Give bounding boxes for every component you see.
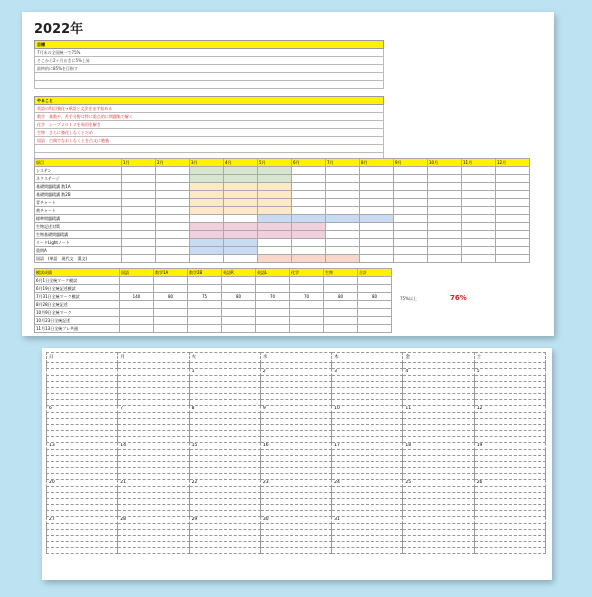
schedule-item-label[interactable]: 重問A: [35, 247, 122, 255]
score-cell[interactable]: [154, 285, 188, 293]
schedule-row: [35, 175, 530, 183]
todo-line[interactable]: 生物 さらに強化しなくとだめ: [34, 129, 384, 137]
schedule-row: [35, 199, 530, 207]
calendar-day[interactable]: 22: [189, 480, 260, 487]
calendar-day[interactable]: [474, 517, 545, 524]
calendar-week-row: [47, 443, 546, 450]
score-cell[interactable]: [188, 317, 222, 325]
score-cell[interactable]: [256, 277, 290, 285]
score-cell[interactable]: [188, 325, 222, 333]
schedule-row: [35, 191, 530, 199]
scores-header-label: 模試成績: [35, 269, 120, 277]
score-row: [35, 309, 392, 317]
weekday-label: 月: [118, 353, 189, 363]
score-cell[interactable]: [222, 301, 256, 309]
goal-line[interactable]: [34, 73, 384, 81]
calendar-day[interactable]: 25: [403, 480, 474, 487]
score-cell[interactable]: [154, 301, 188, 309]
schedule-row: [35, 231, 530, 239]
calendar-day[interactable]: 2: [260, 369, 331, 376]
month-header: 2月: [156, 159, 190, 167]
score-cell[interactable]: [358, 285, 392, 293]
score-row: [35, 285, 392, 293]
calendar-day[interactable]: 20: [47, 480, 118, 487]
month-header: 10月: [428, 159, 462, 167]
schedule-header-row: [35, 159, 530, 167]
month-header: 5月: [258, 159, 292, 167]
score-cell[interactable]: [120, 285, 154, 293]
score-cell[interactable]: [222, 285, 256, 293]
score-cell[interactable]: 70: [290, 293, 324, 301]
calendar-day[interactable]: 18: [403, 443, 474, 450]
todo-line[interactable]: 国語 古典でなおしなくとを古文に勉強: [34, 137, 384, 145]
todo-box: [34, 96, 384, 161]
subject-header: 英語L: [256, 269, 290, 277]
calendar-day[interactable]: 4: [403, 369, 474, 376]
score-cell[interactable]: [256, 325, 290, 333]
target-note: 75%以上: [400, 296, 417, 301]
todo-header: やること: [34, 96, 384, 105]
exam-label[interactable]: 11月13日全統プレ共通: [35, 325, 120, 333]
score-cell[interactable]: 75: [188, 293, 222, 301]
calendar-day[interactable]: 3: [332, 369, 403, 376]
score-cell[interactable]: [222, 277, 256, 285]
subject-header: 国語: [120, 269, 154, 277]
score-cell[interactable]: [154, 309, 188, 317]
schedule-item-label[interactable]: リードLightノート: [35, 239, 122, 247]
calendar-week-row: [47, 406, 546, 413]
score-cell[interactable]: [120, 309, 154, 317]
exam-label[interactable]: 6月19日全統記述模試: [35, 285, 120, 293]
calendar-day[interactable]: 14: [118, 443, 189, 450]
score-cell[interactable]: 80: [358, 293, 392, 301]
schedule-row: [35, 207, 530, 215]
score-cell[interactable]: [256, 309, 290, 317]
calendar-weekday-row: [47, 353, 546, 363]
score-row: [35, 301, 392, 309]
score-row: [35, 317, 392, 325]
schedule-item-label[interactable]: 国語 (単語 現代文 漢文): [35, 255, 122, 263]
calendar-day[interactable]: 31: [332, 517, 403, 524]
study-schedule-table: [34, 158, 530, 263]
calendar-day[interactable]: [47, 369, 118, 376]
subject-header: 化学: [290, 269, 324, 277]
calendar-day[interactable]: 28: [118, 517, 189, 524]
schedule-item-label[interactable]: ネクステージ: [35, 175, 122, 183]
schedule-item-label[interactable]: 青チャート: [35, 199, 122, 207]
score-cell[interactable]: [120, 317, 154, 325]
score-cell[interactable]: [324, 325, 358, 333]
month-header: 1月: [122, 159, 156, 167]
weekday-label: 日: [47, 353, 118, 363]
score-cell[interactable]: [222, 325, 256, 333]
month-header: 6月: [292, 159, 326, 167]
score-cell[interactable]: [290, 277, 324, 285]
calendar-day[interactable]: 19: [474, 443, 545, 450]
calendar-day[interactable]: 16: [260, 443, 331, 450]
score-cell[interactable]: [324, 277, 358, 285]
score-cell[interactable]: [256, 317, 290, 325]
score-cell[interactable]: [188, 277, 222, 285]
calendar-day[interactable]: 1: [189, 369, 260, 376]
score-cell[interactable]: [290, 317, 324, 325]
calendar-day[interactable]: 17: [332, 443, 403, 450]
subject-header: 数学1A: [154, 269, 188, 277]
score-cell[interactable]: [290, 285, 324, 293]
score-row: [35, 293, 392, 301]
month-header: 9月: [394, 159, 428, 167]
month-header: 7月: [326, 159, 360, 167]
calendar-day[interactable]: 23: [260, 480, 331, 487]
schedule-row: [35, 215, 530, 223]
calendar-day[interactable]: 9: [260, 406, 331, 413]
subject-header: 英語R: [222, 269, 256, 277]
schedule-item-label[interactable]: 基礎問題精講 数1A: [35, 183, 122, 191]
score-row: [35, 277, 392, 285]
calendar-day[interactable]: 24: [332, 480, 403, 487]
score-cell[interactable]: [154, 277, 188, 285]
calendar-day[interactable]: 11: [403, 406, 474, 413]
score-cell[interactable]: [290, 301, 324, 309]
month-calendar: [46, 352, 546, 554]
score-cell[interactable]: 80: [324, 293, 358, 301]
score-cell[interactable]: [222, 317, 256, 325]
calendar-day[interactable]: 8: [189, 406, 260, 413]
goal-line[interactable]: [34, 81, 384, 89]
score-cell[interactable]: [324, 301, 358, 309]
exam-label[interactable]: 8月28日全統記述: [35, 301, 120, 309]
subject-header: 数学2B: [188, 269, 222, 277]
schedule-row: [35, 223, 530, 231]
score-cell[interactable]: [188, 309, 222, 317]
schedule-header-label: 項目: [35, 159, 122, 167]
month-header: 11月: [462, 159, 496, 167]
score-cell[interactable]: [120, 277, 154, 285]
calendar-day[interactable]: 5: [474, 369, 545, 376]
todo-line[interactable]: [34, 145, 384, 153]
schedule-item-label[interactable]: 生物基礎問題精講: [35, 231, 122, 239]
score-cell[interactable]: [256, 285, 290, 293]
score-cell[interactable]: [324, 317, 358, 325]
score-cell[interactable]: [324, 309, 358, 317]
month-header: 8月: [360, 159, 394, 167]
todo-line[interactable]: 英語の科目強化→単語と文法をまず始める: [34, 105, 384, 113]
planner-sheet: [22, 12, 554, 336]
score-cell[interactable]: [222, 309, 256, 317]
calendar-sheet: [42, 348, 552, 580]
schedule-row: [35, 167, 530, 175]
score-cell[interactable]: [188, 301, 222, 309]
schedule-row: [35, 247, 530, 255]
weekday-label: 土: [474, 353, 545, 363]
weekday-label: 金: [403, 353, 474, 363]
score-cell[interactable]: [188, 285, 222, 293]
sheet-title: 2022年: [34, 22, 84, 37]
score-cell[interactable]: 140: [120, 293, 154, 301]
goal-line[interactable]: 最終的に85%を目指す: [34, 65, 384, 73]
month-header: 3月: [190, 159, 224, 167]
calendar-day[interactable]: 10: [332, 406, 403, 413]
todo-line[interactable]: 数学 基数や、苦手分野は特に重点的に問題集で解く: [34, 113, 384, 121]
score-row: [35, 325, 392, 333]
calendar-day[interactable]: 13: [47, 443, 118, 450]
month-header: 4月: [224, 159, 258, 167]
calendar-day[interactable]: 7: [118, 406, 189, 413]
exam-label[interactable]: 10月9日全統マーク: [35, 309, 120, 317]
calendar-day[interactable]: 6: [47, 406, 118, 413]
score-cell[interactable]: [324, 285, 358, 293]
score-cell[interactable]: 80: [154, 293, 188, 301]
calendar-day[interactable]: 12: [474, 406, 545, 413]
exam-label[interactable]: 10月23日全統記述: [35, 317, 120, 325]
schedule-item-label[interactable]: システン: [35, 167, 122, 175]
score-cell[interactable]: 70: [256, 293, 290, 301]
subject-header: 生物: [324, 269, 358, 277]
score-cell[interactable]: [256, 301, 290, 309]
calendar-day[interactable]: 26: [474, 480, 545, 487]
score-cell[interactable]: [154, 325, 188, 333]
schedule-item-label[interactable]: 生物記述対策: [35, 223, 122, 231]
score-cell[interactable]: [358, 325, 392, 333]
schedule-row: [35, 239, 530, 247]
goals-box: [34, 40, 384, 89]
weekday-label: 木: [332, 353, 403, 363]
todo-line[interactable]: 化学 シーブ２０１２を周回を解き: [34, 121, 384, 129]
goal-line[interactable]: そこから2ヶ月おきに5%上昇: [34, 57, 384, 65]
calendar-day[interactable]: [118, 369, 189, 376]
score-cell[interactable]: [358, 309, 392, 317]
goal-line[interactable]: 7月末の全国統一で75%: [34, 49, 384, 57]
score-cell[interactable]: [358, 301, 392, 309]
schedule-row: [35, 183, 530, 191]
calendar-day[interactable]: 29: [189, 517, 260, 524]
weekday-label: 火: [189, 353, 260, 363]
score-cell[interactable]: [290, 325, 324, 333]
weekday-label: 水: [260, 353, 331, 363]
score-cell[interactable]: [154, 317, 188, 325]
score-percentage: 76%: [450, 294, 467, 302]
mock-exam-scores-table: [34, 268, 392, 333]
exam-label[interactable]: 7月31日全統マーク模試: [35, 293, 120, 301]
calendar-day[interactable]: [403, 517, 474, 524]
goals-header: 目標: [34, 40, 384, 49]
schedule-row: [35, 255, 530, 263]
schedule-item-label[interactable]: 標準問題精講: [35, 215, 122, 223]
month-header: 12月: [496, 159, 530, 167]
score-cell[interactable]: [120, 301, 154, 309]
exam-label[interactable]: 6月1日全統マーク模試: [35, 277, 120, 285]
score-cell[interactable]: 80: [222, 293, 256, 301]
subject-header: 合計: [358, 269, 392, 277]
score-cell[interactable]: [358, 277, 392, 285]
scores-header-row: [35, 269, 392, 277]
calendar-day[interactable]: 30: [260, 517, 331, 524]
calendar-week-row: [47, 480, 546, 487]
score-cell[interactable]: [120, 325, 154, 333]
calendar-day[interactable]: 21: [118, 480, 189, 487]
schedule-item-label[interactable]: 黄チャート: [35, 207, 122, 215]
calendar-day[interactable]: 15: [189, 443, 260, 450]
score-cell[interactable]: [358, 317, 392, 325]
schedule-item-label[interactable]: 基礎問題精講 数2B: [35, 191, 122, 199]
calendar-day[interactable]: 27: [47, 517, 118, 524]
calendar-week-row: [47, 369, 546, 376]
calendar-week-row: [47, 517, 546, 524]
score-cell[interactable]: [290, 309, 324, 317]
